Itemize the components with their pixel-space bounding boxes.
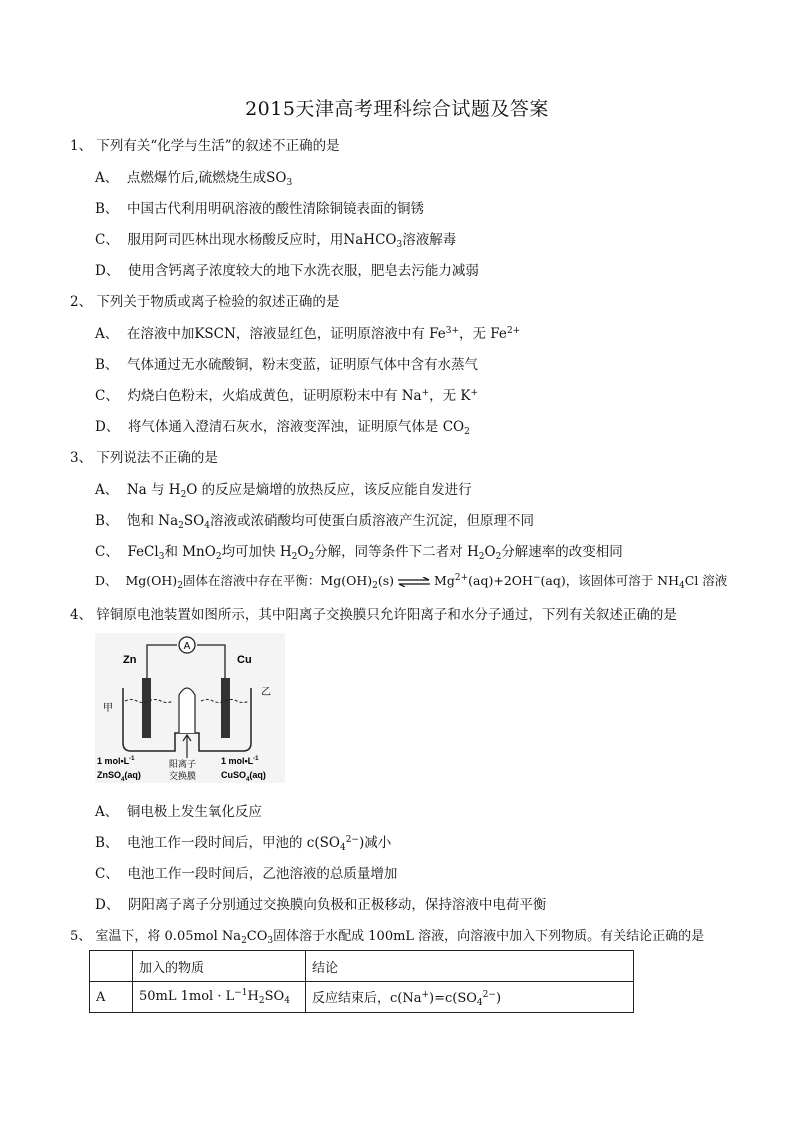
question-1-option-a: A、 点燃爆竹后,硫燃烧生成$SO_3$ [95, 170, 293, 188]
equilibrium-arrow-icon [397, 577, 431, 587]
question-2-stem: 2、 下列关于物质或离子检验的叙述正确的是 [70, 294, 340, 310]
zinc-label: Zn [123, 654, 137, 666]
question-1-option-d: D、 使用含钙离子浓度较大的地下水洗衣服，肥皂去污能力减弱 [95, 263, 479, 279]
question-5-stem: 5、 室温下，将 0.05mol $Na_2CO_3$固体溶于水配成 100mL 溶液，向溶液中加入下列物质。有关结论正确的是 [70, 929, 705, 946]
row-label-cell: A [90, 982, 133, 1013]
membrane-shape [179, 688, 195, 733]
table-header-cell: 结论 [306, 951, 634, 982]
page-title: 2015天津高考理科综合试题及答案 [245, 98, 549, 120]
question-4-option-d: D、 阴阳离子离子分别通过交换膜向负极和正极移动，保持溶液中电荷平衡 [95, 897, 547, 913]
left-concentration-label: 1 $mol•L^{-1}$ [97, 756, 135, 766]
table-row [90, 982, 634, 1013]
left-solution-label: ZnSO$_4$(aq) [97, 770, 141, 783]
question-3-option-a: A、 Na 与 $H_2O$ 的反应是熵增的放热反应，该反应能自发进行 [95, 482, 472, 500]
question-3-option-b: B、 饱和 $Na_2SO_4$溶液或浓硝酸均可使蛋白质溶液产生沉淀，但原理不同 [95, 513, 534, 531]
right-cell-label: 乙 [261, 687, 271, 698]
copper-electrode [221, 678, 230, 738]
right-concentration-label: 1 $mol•L^{-1}$ [221, 756, 259, 766]
conclusion-cell: 反应结束后，$c(Na^+)=c(SO_4^{2-})$ [306, 982, 634, 1013]
substance-cell: 50mL $1mol \cdot L^{-1}H_2SO_4$ [133, 982, 306, 1013]
question-1-option-b: B、 中国古代利用明矾溶液的酸性清除铜镜表面的铜锈 [95, 201, 425, 217]
question-3-option-d: D、 $Mg(OH)_2$固体在溶液中存在平衡：$Mg(OH)_2(s)$ $Mg^{2+}(aq)+2OH^-(aq)$，该固体可溶于 $NH_4Cl$ 溶液 [95, 573, 728, 591]
membrane-label-line1: 阳离子 [169, 760, 197, 770]
table-header-cell: 加入的物质 [133, 951, 306, 982]
left-cell-label: 甲 [103, 703, 113, 714]
question-4-option-c: C、 电池工作一段时间后，乙池溶液的总质量增加 [95, 866, 398, 882]
copper-label: Cu [237, 654, 252, 666]
question-2-option-c: C、 灼烧白色粉末，火焰成黄色，证明原粉末中有 Na+，无 K+ [95, 388, 479, 404]
question-2-option-a: A、 在溶液中加KSCN，溶液显红色，证明原溶液中有 $Fe^{3+}$，无 $Fe^{2+}$ [95, 326, 521, 342]
question-3-stem: 3、 下列说法不正确的是 [70, 450, 218, 466]
question-2-option-b: B、 气体通过无水硫酸铜，粉末变蓝，证明原气体中含有水蒸气 [95, 357, 479, 373]
question-1-stem: 1、 下列有关“化学与生活”的叙述不正确的是 [70, 138, 340, 154]
table-header-row [90, 951, 634, 982]
galvanic-cell-diagram [95, 633, 285, 783]
question-4-stem: 4、 锌铜原电池装置如图所示，其中阳离子交换膜只允许阳离子和水分子通过，下列有关叙述正确的是 [70, 607, 677, 623]
ammeter-label: A [183, 641, 191, 652]
question-2-option-d: D、 将气体通入澄清石灰水，溶液变浑浊，证明原气体是 $CO_2$ [95, 419, 470, 437]
question-3-option-c: C、 FeCl$_3$和 MnO$_2$均可加快 $H_2O_2$分解，同等条件下二者对 $H_2O_2$分解速率的改变相同 [95, 544, 623, 562]
question-4-option-b: B、 电池工作一段时间后，甲池的 $c(SO_4^{2-})$减小 [95, 835, 392, 853]
table-header-cell [90, 951, 133, 982]
question-4-option-a: A、 铜电极上发生氧化反应 [95, 804, 262, 820]
right-solution-label: CuSO$_4$(aq) [221, 770, 266, 783]
membrane-label-line2: 交换膜 [169, 772, 197, 782]
zinc-electrode [142, 678, 151, 738]
question-1-option-c: C、 服用阿司匹林出现水杨酸反应时，用NaHCO$_3$溶液解毒 [95, 232, 457, 250]
question-5-table [89, 950, 634, 1013]
